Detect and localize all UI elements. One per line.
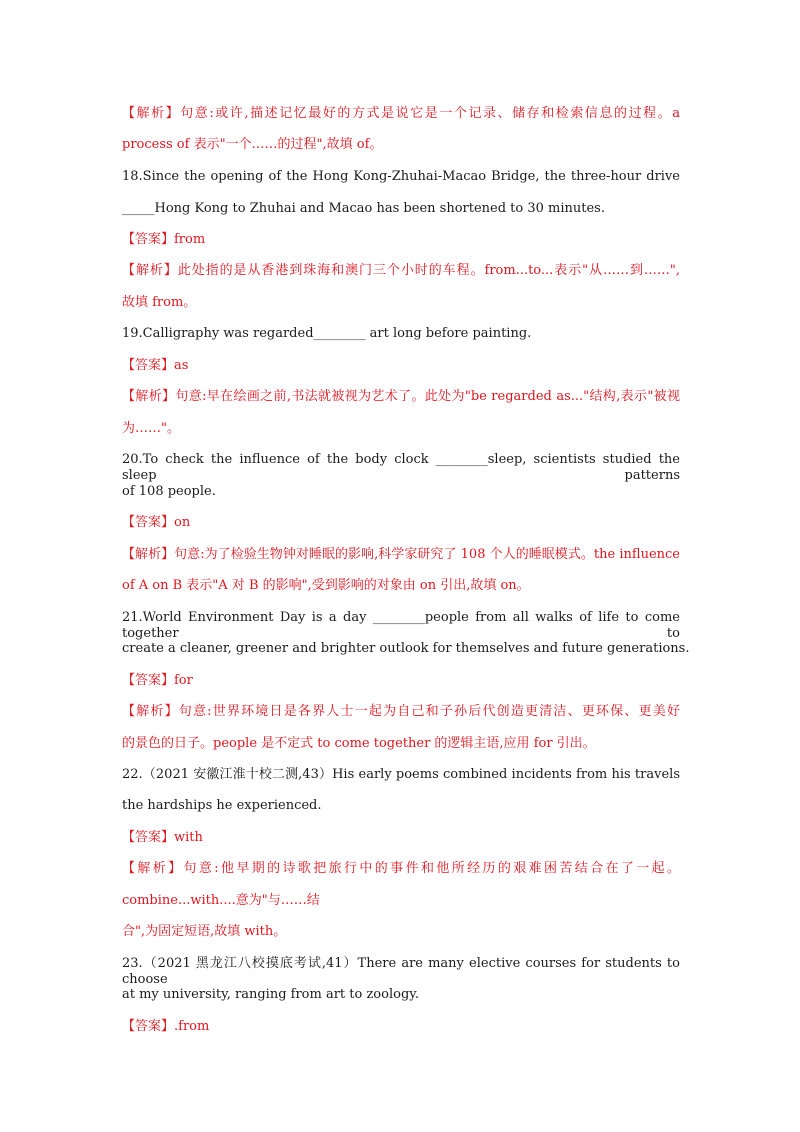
question-23-line-2: at my university, ranging from art to zoology. xyxy=(122,987,420,1002)
explanation-line: combine...with....意为"与……结 xyxy=(122,893,320,908)
question-22-line-1: 22.（2021 安徽江淮十校二测,43）His early poems combined incidents from his travels xyxy=(122,767,680,782)
explanation-line: 的景色的日子。people 是不定式 to come together 的逻辑主语,应用 for 引出。 xyxy=(122,736,596,751)
question-21-line-2: create a cleaner, greener and brighter outlook for themselves and future generations. xyxy=(122,641,690,656)
answer-line: 【答案】from xyxy=(122,232,206,247)
question-22-line-2: the hardships he experienced. xyxy=(122,798,322,813)
question-20-line-2: of 108 people. xyxy=(122,484,216,499)
explanation-line: 为……"。 xyxy=(122,421,180,436)
answer-line: 【答案】with xyxy=(122,830,203,845)
explanation-line: 【解析】此处指的是从香港到珠海和澳门三个小时的车程。from...to...表示"从……到……", xyxy=(122,263,680,278)
explanation-line: process of 表示"一个……的过程",故填 of。 xyxy=(122,137,383,152)
explanation-line: 【解析】句意:世界环境日是各界人士一起为自己和子孙后代创造更清洁、更环保、更美好 xyxy=(122,704,680,719)
explanation-line: 故填 from。 xyxy=(122,295,197,310)
question-20-line-1: 20.To check the influence of the body clock ________sleep, scientists studied the sleep patterns xyxy=(122,452,680,483)
explanation-line: 【解析】句意:早在绘画之前,书法就被视为艺术了。此处为"be regarded as..."结构,表示"被视 xyxy=(122,389,680,404)
explanation-line: of A on B 表示"A 对 B 的影响",受到影响的对象由 on 引出,故填 on。 xyxy=(122,578,530,593)
question-21-line-1: 21.World Environment Day is a day ________people from all walks of life to come together to xyxy=(122,610,680,641)
question-23-line-1: 23.（2021 黑龙江八校摸底考试,41）There are many elective courses for students to choose xyxy=(122,956,680,987)
question-18-line-1: 18.Since the opening of the Hong Kong-Zhuhai-Macao Bridge, the three-hour drive xyxy=(122,169,680,184)
explanation-line: 【解析】句意:或许,描述记忆最好的方式是说它是一个记录、储存和检索信息的过程。a xyxy=(122,106,680,121)
answer-line: 【答案】on xyxy=(122,515,191,530)
question-18-line-2: _____Hong Kong to Zhuhai and Macao has been shortened to 30 minutes. xyxy=(122,201,605,216)
answer-line: 【答案】.from xyxy=(122,1019,210,1034)
answer-line: 【答案】as xyxy=(122,358,189,373)
explanation-line: 【解析】句意:他早期的诗歌把旅行中的事件和他所经历的艰难困苦结合在了一起。 xyxy=(122,861,680,876)
answer-line: 【答案】for xyxy=(122,673,193,688)
explanation-line: 合",为固定短语,故填 with。 xyxy=(122,924,287,939)
question-19-line: 19.Calligraphy was regarded________ art long before painting. xyxy=(122,326,532,341)
explanation-line: 【解析】句意:为了检验生物钟对睡眠的影响,科学家研究了 108 个人的睡眠模式。the influence xyxy=(122,547,680,562)
